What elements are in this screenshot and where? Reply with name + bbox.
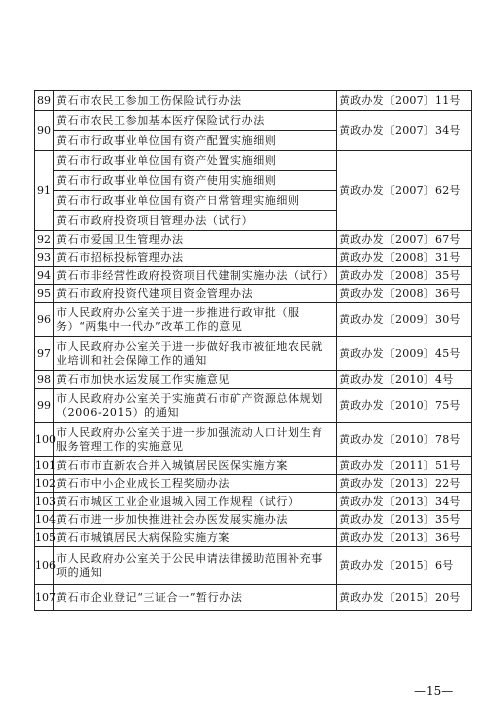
document-title: 市人民政府办公室关于实施黄石市矿产资源总体规划（2006-2015）的通知 (54, 389, 337, 423)
table-row (35, 285, 472, 303)
document-title: 黄石市加快水运发展工作实施意见 (54, 371, 337, 389)
row-number: 90 (35, 111, 54, 151)
table-row (35, 371, 472, 389)
document-title: 黄石市企业登记“三证合一”暂行办法 (54, 585, 337, 611)
row-number: 93 (35, 249, 54, 267)
table-body (35, 91, 472, 611)
document-number: 黄政办发〔2008〕31号 (337, 249, 472, 267)
document-number: 黄政办发〔2013〕35号 (337, 511, 472, 529)
document-title: 黄石市行政事业单位国有资产处置实施细则 (54, 151, 337, 171)
table-row (35, 111, 472, 131)
document-title: 市人民政府办公室关于进一步加强流动人口计划生育服务管理工作的实施意见 (54, 423, 337, 457)
document-title: 黄石市招标投标管理办法 (54, 249, 337, 267)
table-row (35, 389, 472, 423)
row-number: 97 (35, 337, 54, 371)
document-number: 黄政办发〔2007〕34号 (337, 111, 472, 151)
row-number: 103 (35, 493, 54, 511)
document-number: 黄政办发〔2010〕75号 (337, 389, 472, 423)
document-title: 市人民政府办公室关于进一步推进行政审批（服务）“两集中一代办”改革工作的意见 (54, 303, 337, 337)
row-number: 105 (35, 529, 54, 547)
document-number: 黄政办发〔2008〕36号 (337, 285, 472, 303)
table-row (35, 529, 472, 547)
document-title: 黄石市进一步加快推进社会办医发展实施办法 (54, 511, 337, 529)
table-row (35, 91, 472, 111)
document-title: 黄石市城镇居民大病保险实施方案 (54, 529, 337, 547)
table-row (35, 303, 472, 337)
document-number: 黄政办发〔2010〕78号 (337, 423, 472, 457)
document-number: 黄政办发〔2015〕20号 (337, 585, 472, 611)
row-number: 102 (35, 475, 54, 493)
document-title: 黄石市中小企业成长工程奖励办法 (54, 475, 337, 493)
row-number: 104 (35, 511, 54, 529)
table-row (35, 475, 472, 493)
table-row (35, 547, 472, 585)
document-number: 黄政办发〔2009〕30号 (337, 303, 472, 337)
document-number: 黄政办发〔2010〕4号 (337, 371, 472, 389)
document-title: 黄石市政府投资项目管理办法（试行） (54, 211, 337, 231)
row-number: 94 (35, 267, 54, 285)
table-row (35, 249, 472, 267)
row-number: 95 (35, 285, 54, 303)
table-row (35, 457, 472, 475)
document-title: 黄石市行政事业单位国有资产配置实施细则 (54, 131, 337, 151)
row-number: 96 (35, 303, 54, 337)
document-title: 市人民政府办公室关于公民申请法律援助范围补充事项的通知 (54, 547, 337, 585)
document-title: 黄石市行政事业单位国有资产使用实施细则 (54, 171, 337, 191)
table-row (35, 151, 472, 171)
row-number: 91 (35, 151, 54, 231)
document-title: 黄石市爱国卫生管理办法 (54, 231, 337, 249)
row-number: 107 (35, 585, 54, 611)
table-row (35, 585, 472, 611)
document-title: 黄石市农民工参加工伤保险试行办法 (54, 91, 337, 111)
row-number: 100 (35, 423, 54, 457)
table-row (35, 511, 472, 529)
row-number: 98 (35, 371, 54, 389)
table-row (35, 493, 472, 511)
page-number: —15— (414, 684, 454, 698)
regulations-table (34, 90, 472, 611)
table-row (35, 231, 472, 249)
document-title: 黄石市行政事业单位国有资产日常管理实施细则 (54, 191, 337, 211)
row-number: 101 (35, 457, 54, 475)
document-title: 市人民政府办公室关于进一步做好我市被征地农民就业培训和社会保障工作的通知 (54, 337, 337, 371)
document-title: 黄石市农民工参加基本医疗保险试行办法 (54, 111, 337, 131)
table-row (35, 423, 472, 457)
row-number: 99 (35, 389, 54, 423)
document-number: 黄政办发〔2007〕67号 (337, 231, 472, 249)
row-number: 106 (35, 547, 54, 585)
table-row (35, 267, 472, 285)
document-title: 黄石市非经营性政府投资项目代建制实施办法（试行） (54, 267, 337, 285)
document-title: 黄石市城区工业企业退城入园工作规程（试行） (54, 493, 337, 511)
document-title: 黄石市市直新农合并入城镇居民医保实施方案 (54, 457, 337, 475)
document-number: 黄政办发〔2007〕62号 (337, 151, 472, 231)
document-number: 黄政办发〔2013〕22号 (337, 475, 472, 493)
document-title: 黄石市政府投资代建项目资金管理办法 (54, 285, 337, 303)
document-number: 黄政办发〔2013〕36号 (337, 529, 472, 547)
row-number: 89 (35, 91, 54, 111)
document-number: 黄政办发〔2008〕35号 (337, 267, 472, 285)
document-number: 黄政办发〔2007〕11号 (337, 91, 472, 111)
document-number: 黄政办发〔2013〕34号 (337, 493, 472, 511)
row-number: 92 (35, 231, 54, 249)
document-number: 黄政办发〔2015〕6号 (337, 547, 472, 585)
document-number: 黄政办发〔2009〕45号 (337, 337, 472, 371)
document-number: 黄政办发〔2011〕51号 (337, 457, 472, 475)
table-row (35, 337, 472, 371)
